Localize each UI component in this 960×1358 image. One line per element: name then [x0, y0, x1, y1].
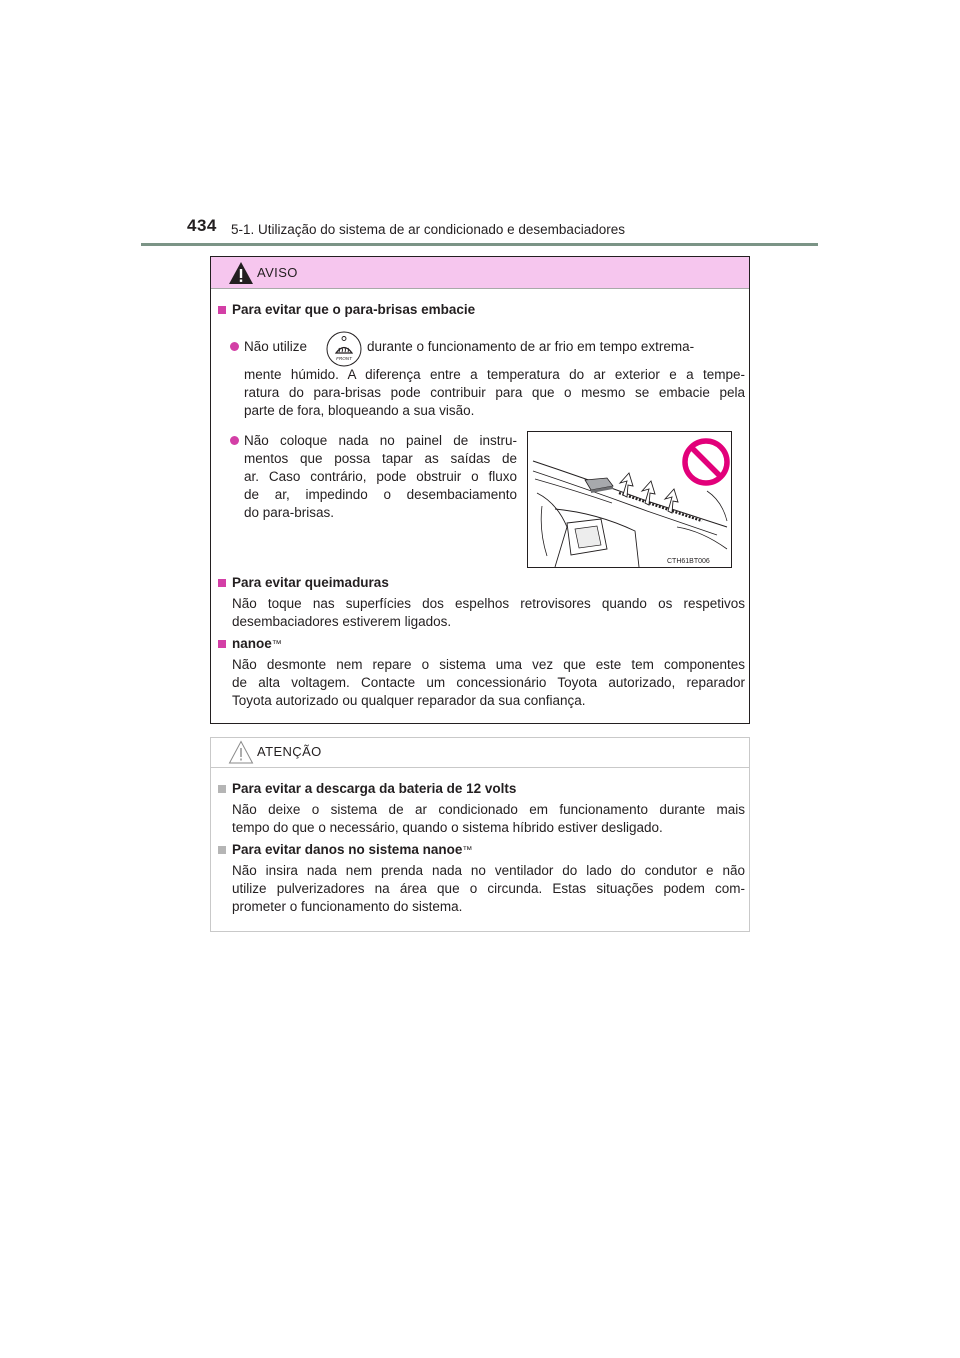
- bullet1-line: ratura do para-brisas pode contribuir para que o mesmo se embacie pela: [244, 385, 745, 400]
- header-rule: [141, 243, 818, 246]
- section-title-nanoe-damage: [232, 841, 472, 860]
- warning-label: AVISO: [257, 265, 298, 280]
- section-marker: [218, 306, 226, 314]
- bullet-dot: [230, 436, 239, 445]
- section-title: 5-1. Utilização do sistema de ar condicionado e desembaciadores: [231, 222, 625, 237]
- warning-box: [210, 256, 750, 724]
- nanoe-damage-line: Não insira nada nem prenda nada no ventilador do lado do condutor e não: [232, 863, 745, 878]
- battery-line: tempo do que o necessário, quando o sistema híbrido estiver desligado.: [232, 820, 663, 835]
- nanoe-damage-line: utilize pulverizadores na área que o circunda. Estas situações podem com-: [232, 881, 745, 896]
- section-marker: [218, 640, 226, 648]
- burns-line: Não toque nas superfícies dos espelhos retrovisores quando os respetivos: [232, 596, 745, 611]
- battery-line: Não deixe o sistema de ar condicionado em funcionamento durante mais: [232, 802, 745, 817]
- front-button-text: FRONT: [336, 356, 352, 361]
- page-header: [0, 0, 960, 250]
- bullet-dot: [230, 342, 239, 351]
- section-marker: [218, 579, 226, 587]
- bullet2-line: de ar, impedindo o desembaciamento: [244, 487, 517, 502]
- bullet1-pre: Não utilize: [244, 339, 308, 354]
- nanoe-damage-line: prometer o funcionamento do sistema.: [232, 899, 463, 914]
- warning-triangle-icon: [228, 261, 254, 285]
- section-marker: [218, 785, 226, 793]
- caution-box: [210, 737, 750, 932]
- bullet2-line: Não coloque nada no painel de instru-: [244, 433, 517, 448]
- section-title-burns: Para evitar queimaduras: [232, 575, 389, 590]
- bullet1-line: mente húmido. A diferença entre a temperatura do ar exterior e a tempe-: [244, 367, 745, 382]
- burns-line: desembaciadores estiverem ligados.: [232, 614, 452, 629]
- section-marker: [218, 846, 226, 854]
- section-title-battery: Para evitar a descarga da bateria de 12 volts: [232, 781, 517, 796]
- trademark-symbol: ™: [271, 639, 282, 650]
- caution-triangle-icon: [228, 740, 254, 764]
- bullet1-post: durante o funcionamento de ar frio em tempo extrema-: [367, 339, 695, 354]
- dashboard-illustration: [527, 431, 732, 568]
- nanoe-line: Não desmonte nem repare o sistema uma vez que este tem componentes: [232, 657, 745, 672]
- caution-label: ATENÇÃO: [257, 744, 322, 759]
- nanoe-line: de alta voltagem. Contacte um concessionário Toyota autorizado, reparador: [232, 675, 745, 690]
- bullet1-line: parte de fora, bloqueando a sua visão.: [244, 403, 475, 418]
- section-title-nanoe: [232, 635, 282, 654]
- nanoe-title-text: nanoe: [232, 636, 272, 651]
- front-defogger-button-icon: [326, 331, 362, 367]
- page-number: 434: [187, 216, 217, 235]
- bullet2-line: mentos que possa tapar as saídas de: [244, 451, 517, 466]
- nanoe-damage-title-text: Para evitar danos no sistema nanoe: [232, 842, 463, 857]
- nanoe-line: Toyota autorizado ou qualquer reparador da sua confiança.: [232, 693, 586, 708]
- caution-header: [211, 738, 749, 768]
- bullet2-line: do para-brisas.: [244, 505, 335, 520]
- warning-header: [211, 257, 749, 289]
- bullet2-line: ar. Caso contrário, pode obstruir o fluxo: [244, 469, 517, 484]
- trademark-symbol: ™: [462, 845, 473, 856]
- illustration-code: CTH61BT006: [667, 558, 710, 565]
- section-title-windshield: Para evitar que o para-brisas embacie: [232, 302, 476, 317]
